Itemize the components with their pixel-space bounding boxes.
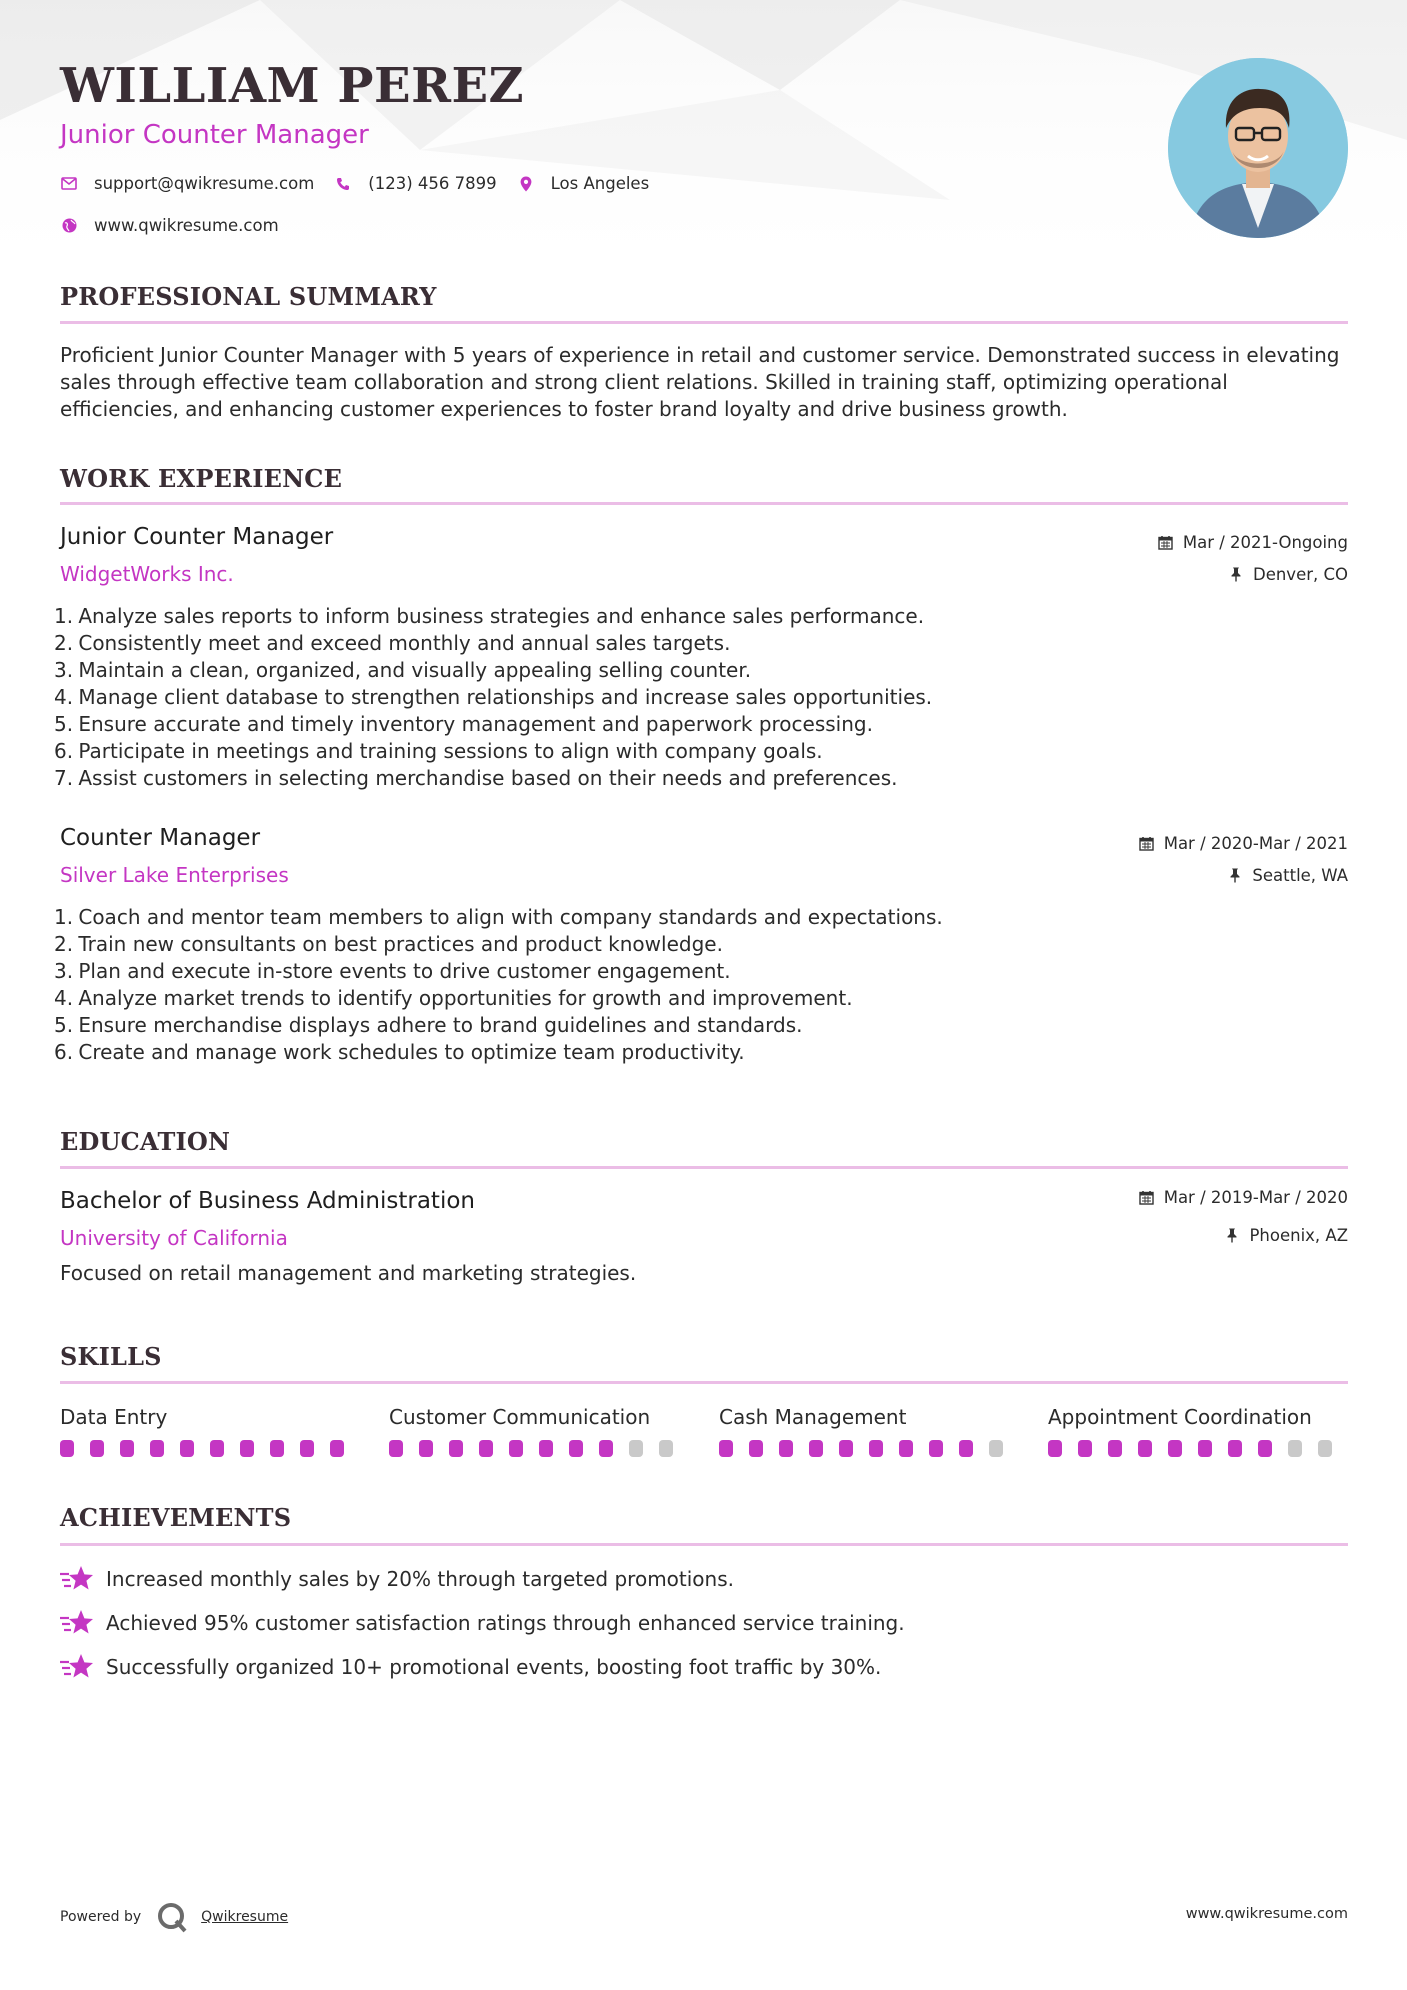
summary-heading: PROFESSIONAL SUMMARY [60, 282, 437, 311]
education-divider [60, 1166, 1348, 1169]
rating-dot-filled [569, 1440, 583, 1457]
calendar-icon [1158, 535, 1174, 551]
rating-dot-filled [449, 1440, 463, 1457]
rating-dot-filled [869, 1440, 883, 1457]
education-dates-text: Mar / 2019-Mar / 2020 [1163, 1188, 1348, 1207]
rating-dot-filled [180, 1440, 194, 1457]
footer-powered-by [60, 1900, 288, 1934]
job-title: Junior Counter Manager [60, 524, 334, 550]
list-item: 2. Consistently meet and exceed monthly and annual sales targets. [54, 631, 731, 655]
achievement-text: Successfully organized 10+ promotional events, boosting foot traffic by 30%. [106, 1655, 882, 1679]
location-text: Los Angeles [550, 174, 650, 193]
envelope-icon [60, 175, 78, 193]
list-item: 4. Analyze market trends to identify opportunities for growth and improvement. [54, 986, 853, 1010]
rating-dot-filled [60, 1440, 74, 1457]
skill-rating [389, 1440, 689, 1457]
job-dates [1139, 834, 1348, 853]
skill-item [1048, 1402, 1348, 1457]
rating-dot-filled [839, 1440, 853, 1457]
achievement-text: Increased monthly sales by 20% through targeted promotions. [106, 1567, 734, 1591]
globe-icon [60, 217, 78, 235]
rating-dot-filled [330, 1440, 344, 1457]
rating-dot-filled [1168, 1440, 1182, 1457]
job-location-text: Denver, CO [1252, 565, 1348, 584]
achievement-item [60, 1653, 881, 1681]
list-item: 2. Train new consultants on best practices and product knowledge. [54, 932, 723, 956]
candidate-role: Junior Counter Manager [60, 120, 369, 150]
skill-name: Cash Management [719, 1405, 907, 1429]
rating-dot-filled [150, 1440, 164, 1457]
list-item: 1. Analyze sales reports to inform business strategies and enhance sales performance. [54, 604, 925, 628]
skills-heading: SKILLS [60, 1342, 162, 1371]
footer-website-link[interactable]: www.qwikresume.com [1185, 1906, 1348, 1922]
rating-dot-filled [210, 1440, 224, 1457]
powered-by-label: Powered by [60, 1909, 142, 1925]
star-icon [60, 1609, 94, 1637]
list-item: 3. Maintain a clean, organized, and visually appealing selling counter. [54, 658, 752, 682]
list-item: 6. Participate in meetings and training sessions to align with company goals. [54, 739, 823, 763]
degree-title: Bachelor of Business Administration [60, 1188, 475, 1214]
profile-photo [1168, 58, 1348, 238]
education-location [1224, 1226, 1348, 1245]
skill-name: Data Entry [60, 1405, 168, 1429]
education-dates [1139, 1188, 1348, 1207]
rating-dot-filled [479, 1440, 493, 1457]
rating-dot-filled [240, 1440, 254, 1457]
candidate-name: WILLIAM PEREZ [60, 58, 525, 114]
pushpin-icon [1228, 567, 1244, 583]
job-location [1227, 866, 1348, 885]
rating-dot-filled [749, 1440, 763, 1457]
rating-dot-filled [1108, 1440, 1122, 1457]
rating-dot-filled [1078, 1440, 1092, 1457]
skill-item [719, 1402, 1019, 1457]
job-duties-list [54, 603, 1348, 792]
phone-icon [334, 175, 352, 193]
rating-dot-filled [509, 1440, 523, 1457]
list-item: 5. Ensure merchandise displays adhere to brand guidelines and standards. [54, 1013, 803, 1037]
list-item: 7. Assist customers in selecting merchandise based on their needs and preferences. [54, 766, 898, 790]
rating-dot-filled [120, 1440, 134, 1457]
rating-dot-filled [809, 1440, 823, 1457]
skill-name: Customer Communication [389, 1405, 651, 1429]
rating-dot-filled [539, 1440, 553, 1457]
rating-dot-filled [1138, 1440, 1152, 1457]
job-duties-list [54, 904, 1348, 1066]
rating-dot-filled [929, 1440, 943, 1457]
qwikresume-logo-icon [155, 1900, 189, 1934]
rating-dot-filled [599, 1440, 613, 1457]
pushpin-icon [1224, 1228, 1240, 1244]
summary-text: Proficient Junior Counter Manager with 5 years of experience in retail and customer service. Demonstrated success in elevating sales through effective team collaboration and strong client relations. Skilled in training staff, optimizing operational efficiencies, and enhancing customer experiences to foster brand loyalty and drive business growth. [60, 343, 1340, 421]
achievements-heading: ACHIEVEMENTS [60, 1503, 292, 1532]
job-location-text: Seattle, WA [1252, 866, 1348, 885]
rating-dot-filled [270, 1440, 284, 1457]
rating-dot-filled [1048, 1440, 1062, 1457]
experience-divider [60, 502, 1348, 505]
job-location [1228, 565, 1348, 584]
contact-row-secondary [60, 216, 299, 235]
list-item: 6. Create and manage work schedules to optimize team productivity. [54, 1040, 745, 1064]
job-title: Counter Manager [60, 825, 261, 851]
skill-rating [1048, 1440, 1348, 1457]
rating-dot-filled [389, 1440, 403, 1457]
achievement-text: Achieved 95% customer satisfaction ratings through enhanced service training. [106, 1611, 905, 1635]
rating-dot-filled [959, 1440, 973, 1457]
rating-dot-filled [1198, 1440, 1212, 1457]
rating-dot-filled [419, 1440, 433, 1457]
rating-dot-empty [1288, 1440, 1302, 1457]
list-item: 3. Plan and execute in-store events to drive customer engagement. [54, 959, 731, 983]
qwikresume-link[interactable]: Qwikresume [201, 1909, 289, 1925]
calendar-icon [1139, 1190, 1155, 1206]
experience-heading: WORK EXPERIENCE [60, 464, 343, 493]
star-icon [60, 1653, 94, 1681]
list-item: 1. Coach and mentor team members to align with company standards and expectations. [54, 905, 943, 929]
education-description: Focused on retail management and marketing strategies. [60, 1261, 637, 1285]
rating-dot-filled [899, 1440, 913, 1457]
job-dates-text: Mar / 2021-Ongoing [1182, 533, 1348, 552]
resume-page [54, 0, 1348, 1990]
rating-dot-empty [659, 1440, 673, 1457]
skill-item [60, 1402, 360, 1457]
education-location-text: Phoenix, AZ [1249, 1226, 1348, 1245]
school-name: University of California [60, 1226, 288, 1250]
phone-number: (123) 456 7899 [368, 174, 497, 193]
rating-dot-filled [779, 1440, 793, 1457]
list-item: 4. Manage client database to strengthen relationships and increase sales opportunities. [54, 685, 933, 709]
rating-dot-filled [719, 1440, 733, 1457]
rating-dot-filled [1258, 1440, 1272, 1457]
email-link[interactable]: support@qwikresume.com [94, 174, 315, 193]
job-company: WidgetWorks Inc. [60, 562, 234, 586]
skill-item [389, 1402, 689, 1457]
achievement-item [60, 1565, 734, 1593]
rating-dot-filled [90, 1440, 104, 1457]
contact-row-primary [60, 174, 669, 193]
map-pin-icon [517, 175, 535, 193]
website-link[interactable]: www.qwikresume.com [94, 216, 279, 235]
rating-dot-filled [300, 1440, 314, 1457]
job-company: Silver Lake Enterprises [60, 863, 289, 887]
summary-divider [60, 321, 1348, 324]
achievements-divider [60, 1543, 1348, 1546]
skill-name: Appointment Coordination [1048, 1405, 1312, 1429]
pushpin-icon [1227, 868, 1243, 884]
achievement-item [60, 1609, 905, 1637]
rating-dot-empty [629, 1440, 643, 1457]
job-dates-text: Mar / 2020-Mar / 2021 [1163, 834, 1348, 853]
skill-rating [60, 1440, 360, 1457]
rating-dot-filled [1228, 1440, 1242, 1457]
education-heading: EDUCATION [60, 1127, 231, 1156]
job-dates [1158, 533, 1348, 552]
skill-rating [719, 1440, 1019, 1457]
rating-dot-empty [1318, 1440, 1332, 1457]
rating-dot-empty [989, 1440, 1003, 1457]
calendar-icon [1139, 836, 1155, 852]
skills-divider [60, 1381, 1348, 1384]
list-item: 5. Ensure accurate and timely inventory management and paperwork processing. [54, 712, 873, 736]
star-icon [60, 1565, 94, 1593]
